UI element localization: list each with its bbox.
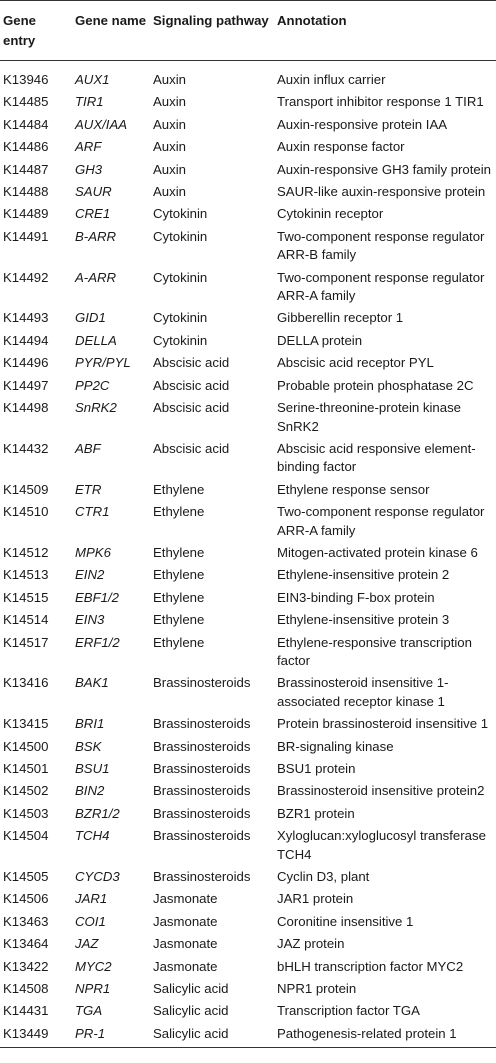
table-row bbox=[0, 803, 496, 825]
gene-entry-cell: K13464 bbox=[3, 936, 49, 952]
signaling-pathway-cell: Brassinosteroids bbox=[153, 716, 251, 732]
gene-entry-cell: K14509 bbox=[3, 481, 49, 497]
table-row bbox=[0, 713, 496, 735]
annotation-cell: Abscisic acid responsive element-binding factor bbox=[277, 440, 476, 475]
annotation-cell: Auxin-responsive GH3 family protein bbox=[277, 161, 492, 177]
annotation-cell: JAZ protein bbox=[277, 936, 345, 952]
table-row bbox=[0, 587, 496, 609]
signaling-pathway-cell: Jasmonate bbox=[153, 936, 218, 952]
gene-entry-cell: K14504 bbox=[3, 828, 49, 844]
gene-entry-cell: K14510 bbox=[3, 504, 49, 520]
signaling-pathway-cell: Ethylene bbox=[153, 612, 205, 628]
annotation-cell: BSU1 protein bbox=[277, 761, 356, 776]
header-gene-name: Gene name bbox=[73, 1, 151, 61]
gene-name-cell: BSK bbox=[75, 738, 102, 754]
signaling-pathway-cell: Ethylene bbox=[153, 481, 205, 497]
gene-entry-cell: K13415 bbox=[3, 716, 49, 732]
header-signaling-pathway: Signaling pathway bbox=[151, 1, 275, 61]
gene-entry-cell: K14497 bbox=[3, 377, 49, 393]
gene-name-cell: PP2C bbox=[75, 377, 110, 393]
gene-entry-cell: K14488 bbox=[3, 184, 49, 200]
header-gene-entry: Gene entry bbox=[0, 1, 73, 61]
gene-name-cell: PR-1 bbox=[73, 1023, 151, 1048]
gene-name-cell: JAR1 bbox=[75, 891, 108, 907]
gene-name-cell: GID1 bbox=[75, 310, 106, 326]
annotation-cell: SAUR-like auxin-responsive protein bbox=[277, 184, 486, 200]
gene-name-cell: JAZ bbox=[75, 936, 99, 952]
signaling-pathway-cell: Auxin bbox=[153, 184, 186, 200]
annotation-cell: Auxin-responsive protein IAA bbox=[277, 116, 448, 132]
gene-entry-cell: K14493 bbox=[3, 310, 49, 326]
gene-name-cell: BZR1/2 bbox=[75, 805, 120, 821]
annotation-cell: Brassinosteroid insensitive protein2 bbox=[277, 783, 485, 799]
gene-entry-cell: K14505 bbox=[3, 869, 49, 885]
signaling-pathway-cell: Ethylene bbox=[153, 567, 205, 583]
signaling-pathway-cell: Abscisic acid bbox=[153, 355, 230, 371]
signaling-pathway-cell: Brassinosteroids bbox=[153, 761, 251, 776]
gene-entry-cell: K13422 bbox=[3, 958, 49, 974]
gene-name-cell: BRI1 bbox=[75, 716, 105, 732]
gene-name-cell: AUX1 bbox=[75, 72, 110, 87]
gene-entry-cell: K14512 bbox=[3, 544, 49, 560]
table-row bbox=[0, 888, 496, 910]
table-row bbox=[0, 352, 496, 374]
signaling-pathway-cell: Brassinosteroids bbox=[153, 675, 251, 691]
annotation-cell: Gibberellin receptor 1 bbox=[277, 310, 404, 326]
table-row bbox=[0, 181, 496, 203]
gene-name-cell: PYR/PYL bbox=[75, 355, 131, 371]
signaling-pathway-cell: Brassinosteroids bbox=[153, 869, 251, 885]
annotation-cell: bHLH transcription factor MYC2 bbox=[277, 958, 464, 974]
gene-name-cell: AUX/IAA bbox=[75, 116, 128, 132]
annotation-cell: Ethylene-responsive transcription factor bbox=[277, 634, 472, 668]
gene-entry-cell: K14494 bbox=[3, 332, 49, 348]
signaling-pathway-cell: Auxin bbox=[153, 116, 186, 132]
table-row bbox=[0, 61, 496, 92]
annotation-cell: Mitogen-activated protein kinase 6 bbox=[277, 544, 478, 560]
table-row bbox=[0, 672, 496, 713]
table-row bbox=[0, 226, 496, 267]
table-row bbox=[0, 956, 496, 978]
gene-name-cell: EBF1/2 bbox=[75, 589, 119, 605]
annotation-cell: DELLA protein bbox=[277, 332, 363, 348]
table-row bbox=[0, 609, 496, 631]
table-row bbox=[0, 911, 496, 933]
table-row bbox=[0, 307, 496, 329]
gene-entry-cell: K13416 bbox=[3, 675, 49, 691]
annotation-cell: Two-component response regulator ARR-B family bbox=[277, 228, 485, 263]
gene-name-cell: MPK6 bbox=[75, 544, 111, 560]
header-annotation: Annotation bbox=[275, 1, 496, 61]
gene-entry-cell: K13463 bbox=[3, 913, 49, 929]
annotation-cell: Xyloglucan:xyloglucosyl transferase TCH4 bbox=[277, 828, 486, 862]
gene-entry-cell: K14489 bbox=[3, 206, 49, 222]
annotation-cell: Protein brassinosteroid insensitive 1 bbox=[277, 716, 489, 732]
signaling-pathway-cell: Abscisic acid bbox=[153, 400, 230, 416]
gene-name-cell: NPR1 bbox=[75, 981, 111, 997]
gene-name-cell: ERF1/2 bbox=[75, 634, 120, 650]
gene-name-cell: CRE1 bbox=[75, 206, 111, 222]
table-row bbox=[0, 632, 496, 673]
table-row bbox=[0, 501, 496, 542]
signaling-pathway-cell: Cytokinin bbox=[153, 310, 208, 326]
table-row bbox=[0, 136, 496, 158]
annotation-cell: JAR1 protein bbox=[277, 891, 354, 907]
gene-name-cell: TIR1 bbox=[75, 94, 104, 110]
gene-entry-cell: K14508 bbox=[3, 981, 49, 997]
gene-entry-cell: K14491 bbox=[3, 228, 49, 244]
table-row bbox=[0, 978, 496, 1000]
signaling-pathway-cell: Jasmonate bbox=[153, 891, 218, 907]
table-row bbox=[0, 203, 496, 225]
table-row bbox=[0, 438, 496, 479]
signaling-pathway-cell: Jasmonate bbox=[153, 958, 218, 974]
gene-entry-cell: K14501 bbox=[3, 761, 49, 776]
annotation-cell: Auxin response factor bbox=[277, 139, 405, 155]
gene-name-cell: CYCD3 bbox=[75, 869, 120, 885]
gene-name-cell: ABF bbox=[75, 440, 101, 456]
gene-name-cell: GH3 bbox=[75, 161, 103, 177]
table-row bbox=[0, 159, 496, 181]
gene-entry-cell: K13946 bbox=[3, 72, 49, 87]
annotation-cell: NPR1 protein bbox=[277, 981, 357, 997]
table-row bbox=[0, 758, 496, 780]
gene-entry-cell: K14484 bbox=[3, 116, 49, 132]
annotation-cell: Two-component response regulator ARR-A family bbox=[277, 269, 485, 304]
annotation-cell: Cyclin D3, plant bbox=[277, 869, 370, 885]
annotation-cell: Coronitine insensitive 1 bbox=[277, 913, 414, 929]
signaling-pathway-cell: Jasmonate bbox=[153, 913, 218, 929]
table-row bbox=[0, 825, 496, 866]
gene-name-cell: ARF bbox=[75, 139, 102, 155]
gene-name-cell: EIN3 bbox=[75, 612, 105, 628]
table-row bbox=[0, 866, 496, 888]
gene-entry-cell: K14487 bbox=[3, 161, 49, 177]
gene-name-cell: A-ARR bbox=[75, 269, 117, 285]
gene-name-cell: EIN2 bbox=[75, 567, 105, 583]
gene-entry-cell: K14502 bbox=[3, 783, 49, 799]
signaling-pathway-cell: Salicylic acid bbox=[151, 1023, 275, 1048]
signaling-pathway-cell: Brassinosteroids bbox=[153, 783, 251, 799]
table-body bbox=[0, 61, 496, 1048]
gene-entry-cell: K14498 bbox=[3, 400, 49, 416]
annotation-cell: Ethylene-insensitive protein 3 bbox=[277, 612, 450, 628]
gene-entry-cell: K14492 bbox=[3, 269, 49, 285]
gene-name-cell: TCH4 bbox=[75, 828, 110, 844]
signaling-pathway-cell: Ethylene bbox=[153, 634, 205, 650]
annotation-cell: Probable protein phosphatase 2C bbox=[277, 377, 474, 393]
gene-name-cell: BIN2 bbox=[75, 783, 105, 799]
annotation-cell: EIN3-binding F-box protein bbox=[277, 589, 435, 605]
gene-name-cell: BSU1 bbox=[75, 761, 110, 776]
signaling-pathway-cell: Cytokinin bbox=[153, 269, 208, 285]
gene-entry-cell: K14503 bbox=[3, 805, 49, 821]
signaling-pathway-cell: Auxin bbox=[153, 139, 186, 155]
table-row bbox=[0, 91, 496, 113]
signaling-pathway-cell: Auxin bbox=[153, 161, 186, 177]
annotation-cell: Abscisic acid receptor PYL bbox=[277, 355, 434, 371]
gene-entry-cell: K14500 bbox=[3, 738, 49, 754]
gene-name-cell: CTR1 bbox=[75, 504, 110, 520]
gene-entry-cell: K14513 bbox=[3, 567, 49, 583]
gene-name-cell: TGA bbox=[75, 1003, 103, 1019]
gene-entry-cell: K14431 bbox=[3, 1003, 49, 1019]
signaling-pathway-cell: Brassinosteroids bbox=[153, 738, 251, 754]
header-row bbox=[0, 1, 496, 61]
gene-entry-cell: K14486 bbox=[3, 139, 49, 155]
gene-entry-cell: K14506 bbox=[3, 891, 49, 907]
signaling-pathway-cell: Cytokinin bbox=[153, 228, 208, 244]
table-row bbox=[0, 780, 496, 802]
signaling-pathway-cell: Auxin bbox=[153, 94, 186, 110]
signaling-pathway-cell: Cytokinin bbox=[153, 206, 208, 222]
signaling-pathway-cell: Cytokinin bbox=[153, 332, 208, 348]
annotation-cell: Transport inhibitor response 1 TIR1 bbox=[277, 94, 484, 110]
annotation-cell: Ethylene response sensor bbox=[277, 481, 430, 497]
signaling-pathway-cell: Salicylic acid bbox=[153, 981, 229, 997]
signaling-pathway-cell: Salicylic acid bbox=[153, 1003, 229, 1019]
gene-name-cell: DELLA bbox=[75, 332, 117, 348]
signaling-pathway-cell: Brassinosteroids bbox=[153, 828, 251, 844]
annotation-cell: Brassinosteroid insensitive 1-associated receptor kinase 1 bbox=[277, 675, 449, 709]
signaling-pathway-cell: Ethylene bbox=[153, 544, 205, 560]
table-row bbox=[0, 114, 496, 136]
gene-entry-cell: K14517 bbox=[3, 634, 49, 650]
signaling-pathway-cell: Brassinosteroids bbox=[153, 805, 251, 821]
annotation-cell: Auxin influx carrier bbox=[277, 72, 386, 87]
signaling-pathway-cell: Abscisic acid bbox=[153, 377, 230, 393]
gene-name-cell: SAUR bbox=[75, 184, 112, 200]
table-header bbox=[0, 1, 496, 61]
gene-entry-cell: K14496 bbox=[3, 355, 49, 371]
annotation-cell: Cytokinin receptor bbox=[277, 206, 384, 222]
gene-name-cell: BAK1 bbox=[75, 675, 109, 691]
gene-entry-cell: K14485 bbox=[3, 94, 49, 110]
table-row bbox=[0, 1023, 496, 1048]
gene-name-cell: SnRK2 bbox=[75, 400, 117, 416]
table-row bbox=[0, 267, 496, 308]
table-row bbox=[0, 933, 496, 955]
gene-entry-cell: K13449 bbox=[0, 1023, 73, 1048]
annotation-cell: BZR1 protein bbox=[277, 805, 355, 821]
table-row bbox=[0, 397, 496, 438]
annotation-cell: Two-component response regulator ARR-A family bbox=[277, 504, 485, 538]
annotation-cell: Ethylene-insensitive protein 2 bbox=[277, 567, 450, 583]
gene-name-cell: B-ARR bbox=[75, 228, 117, 244]
gene-name-cell: MYC2 bbox=[75, 958, 112, 974]
table-row bbox=[0, 479, 496, 501]
table-row bbox=[0, 736, 496, 758]
signaling-pathway-cell: Ethylene bbox=[153, 589, 205, 605]
gene-name-cell: ETR bbox=[75, 481, 102, 497]
signaling-pathway-cell: Abscisic acid bbox=[153, 440, 230, 456]
annotation-cell: BR-signaling kinase bbox=[277, 738, 394, 754]
table-row bbox=[0, 330, 496, 352]
table-row bbox=[0, 1000, 496, 1022]
annotation-cell: Transcription factor TGA bbox=[277, 1003, 420, 1019]
gene-entry-cell: K14432 bbox=[3, 440, 49, 456]
signaling-pathway-cell: Ethylene bbox=[153, 504, 205, 520]
gene-entry-cell: K14515 bbox=[3, 589, 49, 605]
signaling-pathway-cell: Auxin bbox=[153, 72, 186, 87]
gene-name-cell: COI1 bbox=[75, 913, 106, 929]
annotation-cell: Pathogenesis-related protein 1 bbox=[275, 1023, 496, 1048]
table-row bbox=[0, 542, 496, 564]
annotation-cell: Serine-threonine-protein kinase SnRK2 bbox=[277, 400, 462, 434]
gene-entry-cell: K14514 bbox=[3, 612, 49, 628]
table-row bbox=[0, 375, 496, 397]
table-row bbox=[0, 564, 496, 586]
